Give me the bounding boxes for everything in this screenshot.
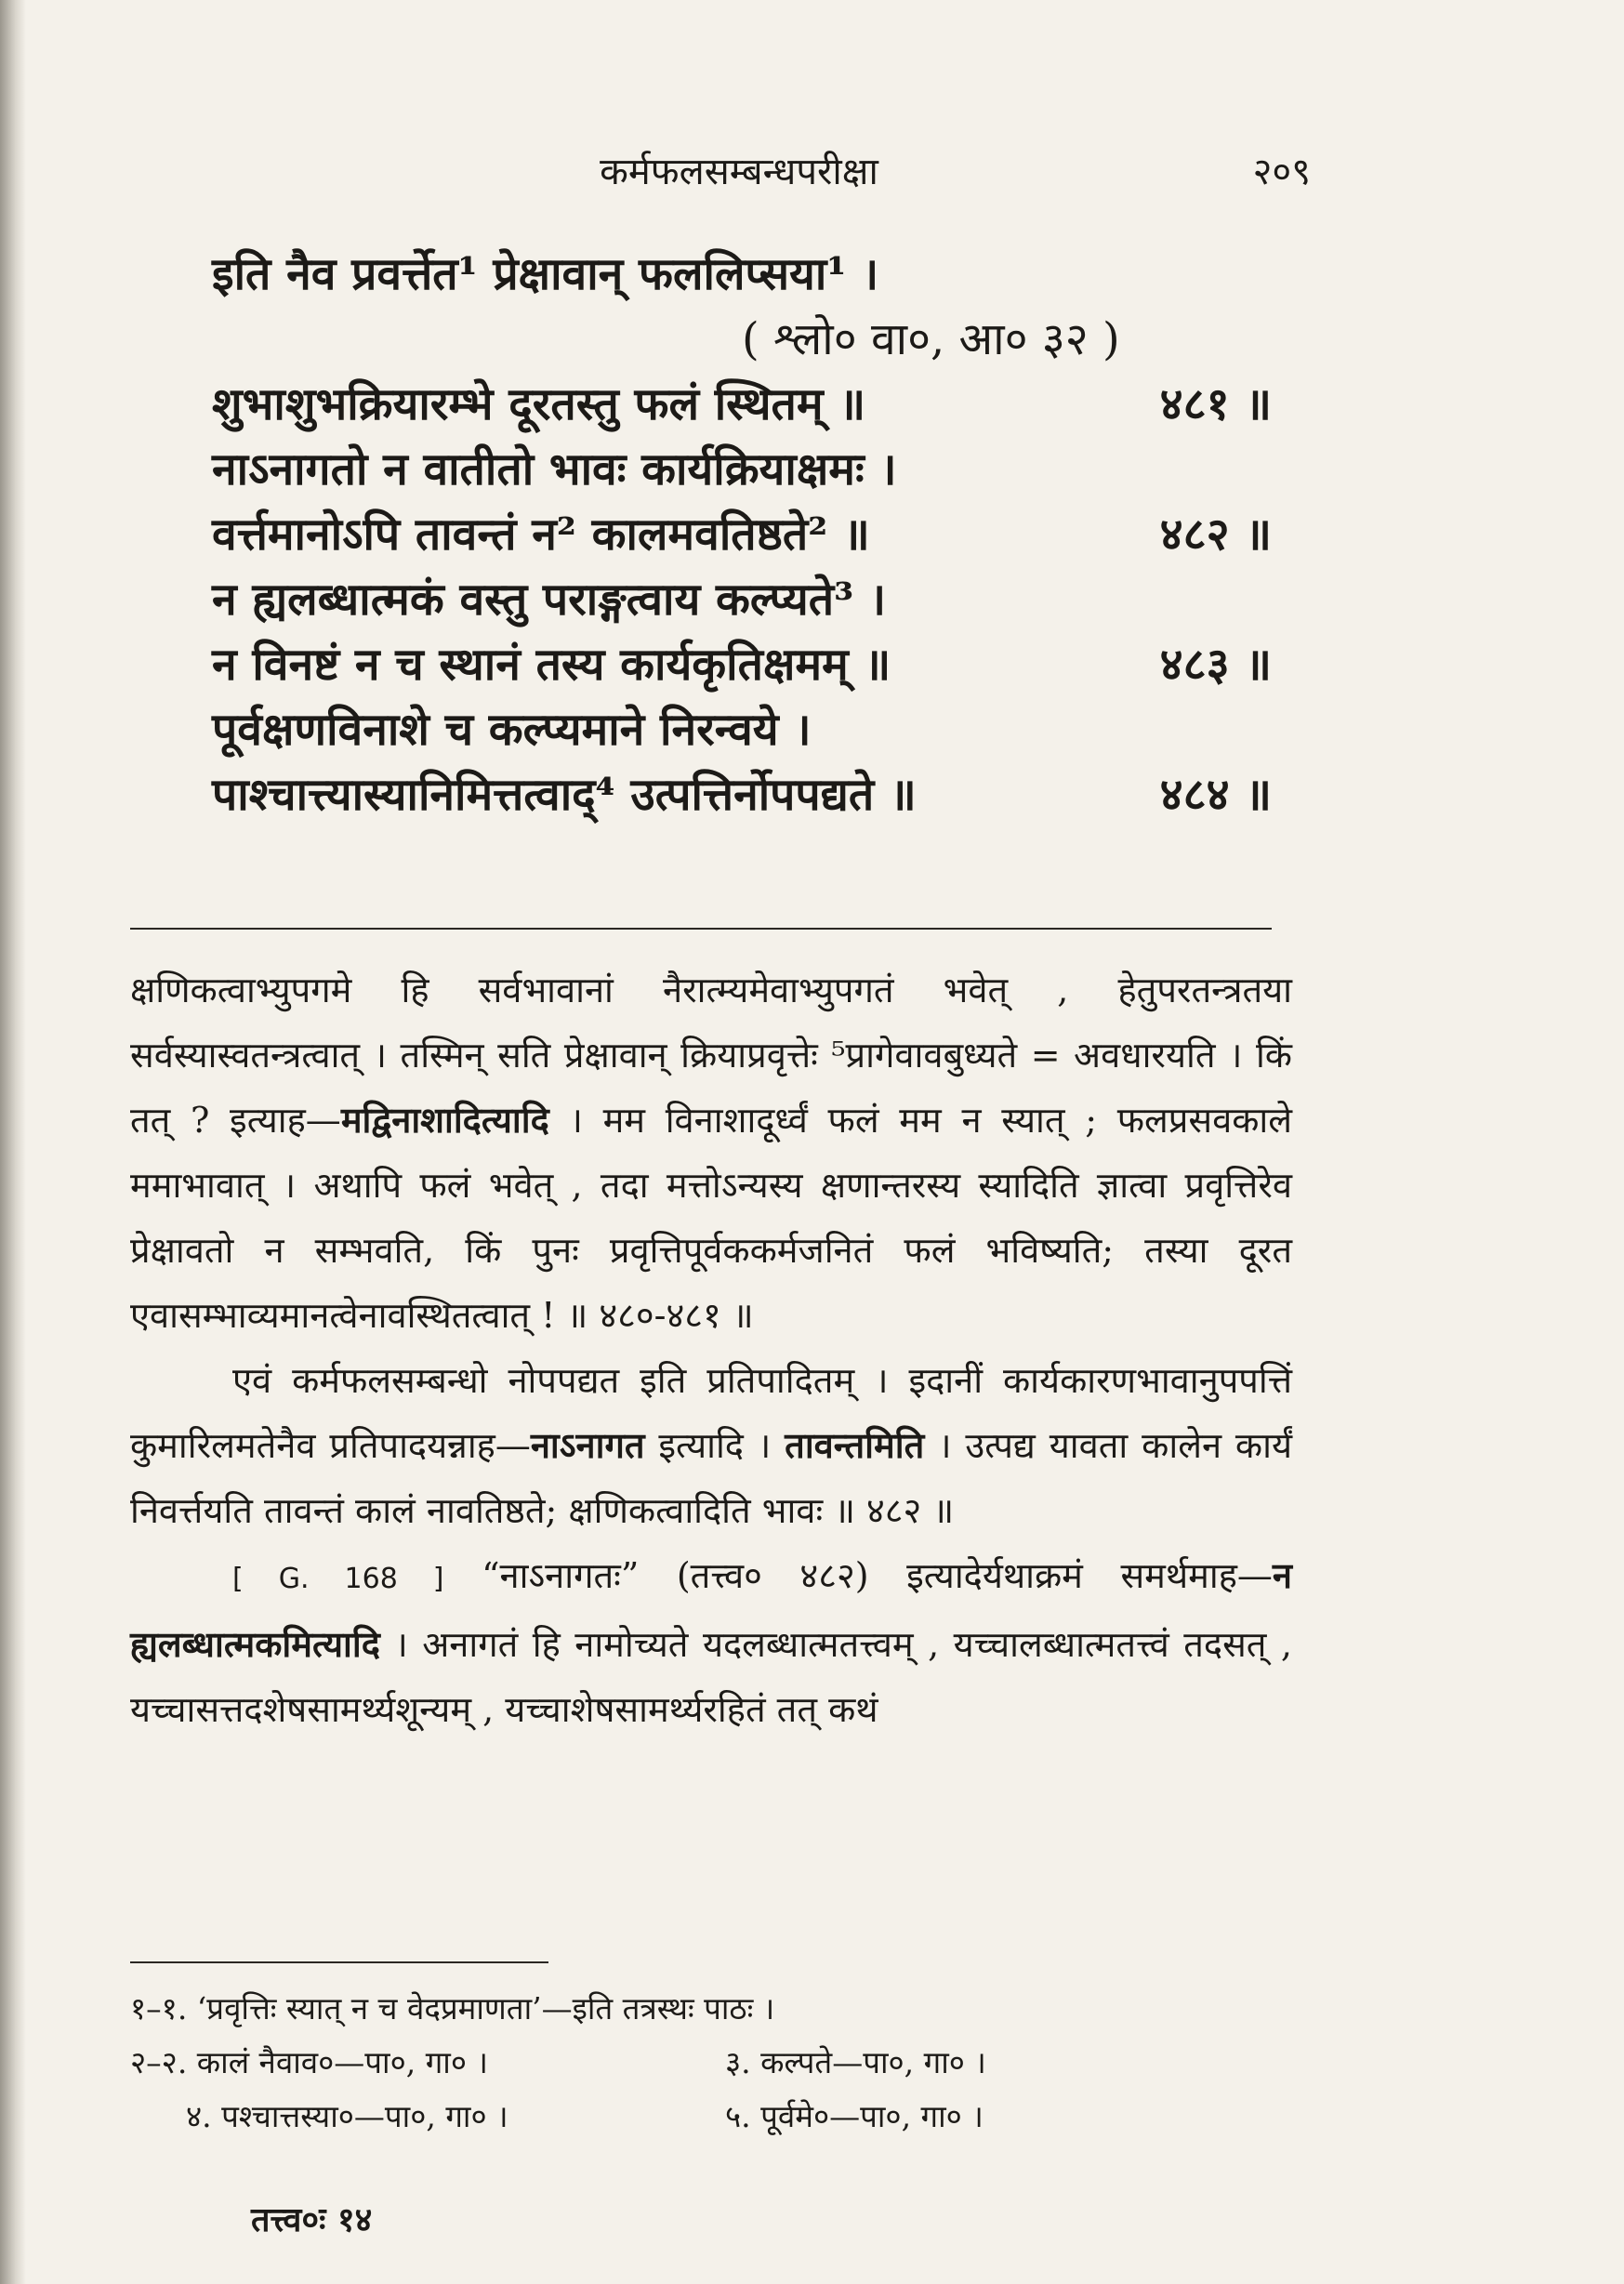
commentary-paragraph [130,1348,1292,1543]
verse-number: ४८३ ॥ [1159,639,1272,691]
verse-text: पूर्वक्षणविनाशे च कल्प्यमाने निरन्वये । [212,704,812,756]
verse-text: वर्त्तमानोऽपि तावन्तं न² कालमवतिष्ठते² ॥ [212,508,870,561]
verse-reference-text: ( श्लो० वा०, आ० ३२ ) [742,313,1120,365]
commentary-text: । मम विनाशादूर्ध्वं फलं मम न स्यात् ; फलप्रसवकाले ममाभावात् । अथापि फलं भवेत् , तदा मत्तोऽन्यस्य क्षणान्तरस्य स्यादिति ज्ञात्वा प्रवृत्तिरेव प्रेक्षावतो न सम्भवति, किं पुनः प्रवृत्तिपूर्वककर्मजनितं फलं भविष्यति; तस्या दूरत एवासम्भाव्यमानत्वेनावस्थितत्वात् ! ॥ ४८०-४८१ ॥ [130,1100,1293,1336]
signature-mark: तत्त्व०ः १४ [251,2200,373,2239]
commentary-paragraph [130,957,1292,1348]
footnote-divider-rule [130,1961,548,1963]
verse-text: नाऽनागतो न वातीतो भावः कार्यक्रियाक्षमः । [212,443,897,495]
verse-line [212,242,1272,307]
page-gutter-shadow [0,0,26,2284]
page-header [139,144,1339,209]
footnotes [130,1982,1292,2144]
footnote-row [130,2090,1292,2144]
commentary-keyword: मद्विनाशादित्यादि [340,1099,549,1141]
commentary-text: । उत्पद्य यावता कालेन कार्यं निवर्त्तयति तावन्तं कालं नावतिष्ठते; क्षणिकत्वादिति भावः ॥ ४८२ ॥ [130,1425,1292,1531]
verse-text: इति नैव प्रवर्त्तेत¹ प्रेक्षावान् फललिप्सया¹ । [212,248,879,300]
commentary-keyword: तावन्तमिति [785,1424,925,1466]
verse-line [212,372,1272,437]
verse-text: पाश्चात्त्यास्यानिमित्तत्वाद्⁴ उत्पत्तिर्नोपपद्यते ॥ [212,769,917,821]
verse-line [212,697,1272,762]
edition-page-reference: [ G. 168 ] [232,1563,444,1595]
verse-text: न ह्यलब्धात्मकं वस्तु पराङ्गत्वाय कल्प्यते³ । [212,574,887,626]
footnote: ३. कल्पते—पा०, गा० । [725,2044,986,2080]
verse-line [212,502,1272,567]
commentary [130,957,1292,1742]
verse-reference [212,307,1272,372]
page-number: २०९ [1252,151,1311,193]
commentary-keyword: न ह्यलब्धात्मकमित्यादि [130,1554,1292,1665]
verse-text: शुभाशुभक्रियारम्भे दूरतस्तु फलं स्थितम् ॥ [212,378,866,430]
footnote: ५. पूर्वमे०—पा०, गा० । [725,2098,984,2134]
commentary-text: । अनागतं हि नामोच्यते यदलब्धात्मतत्त्वम् , यच्चालब्धात्मतत्त्वं तदसत् , यच्चासत्तदशेषसामर्थ्यशून्यम् , यच्चाशेषसामर्थ्यरहितं तत् कथं [130,1624,1292,1730]
footnote-row [130,2036,1292,2090]
verse-line [212,762,1272,827]
verse-number: ४८४ ॥ [1159,769,1272,821]
verse-line [212,567,1272,632]
verse-line [212,437,1272,502]
verse-number: ४८१ ॥ [1159,378,1272,430]
footnote-row [130,1982,1292,2036]
verse-line [212,632,1272,697]
verse-block [212,242,1272,827]
footnote: १–१. ‘प्रवृत्तिः स्यात् न च वेदप्रमाणता’—इति तत्रस्थः पाठः । [130,1990,775,2027]
commentary-text: “नाऽनागतः” (तत्त्व० ४८२) इत्यादेर्यथाक्रमं समर्थमाह— [443,1555,1273,1596]
footnote: ४. पश्चात्तस्या०—पा०, गा० । [186,2098,508,2134]
commentary-text: एवं कर्मफलसम्बन्धो नोपपद्यत इति प्रतिपादितम् । इदानीं कार्यकारणभावानुपपत्तिं कुमारिलमतेनैव प्रतिपादयन्नाह— [130,1360,1292,1466]
footnote: २–२. कालं नैवाव०—पा०, गा० । [130,2044,488,2080]
commentary-keyword: नाऽनागत [530,1424,645,1466]
commentary-text: इत्यादि । [644,1425,786,1466]
verse-text: न विनष्टं न च स्थानं तस्य कार्यकृतिक्षमम् ॥ [212,639,891,691]
commentary-paragraph [130,1543,1292,1742]
verse-divider-rule [130,928,1272,930]
running-title: कर्मफलसम्बन्धपरीक्षा [600,151,878,193]
verse-number: ४८२ ॥ [1159,508,1272,561]
commentary-text: क्षणिकत्वाभ्युपगमे हि सर्वभावानां नैरात्म्यमेवाभ्युपगतं भवेत् , हेतुपरतन्त्रतया सर्वस्यास्वतन्त्रत्वात् । तस्मिन् सति प्रेक्षावान् क्रियाप्रवृत्तेः ⁵प्रागेवावबुध्यते = अवधारयति । किं तत् ? इत्याह— [130,970,1292,1141]
